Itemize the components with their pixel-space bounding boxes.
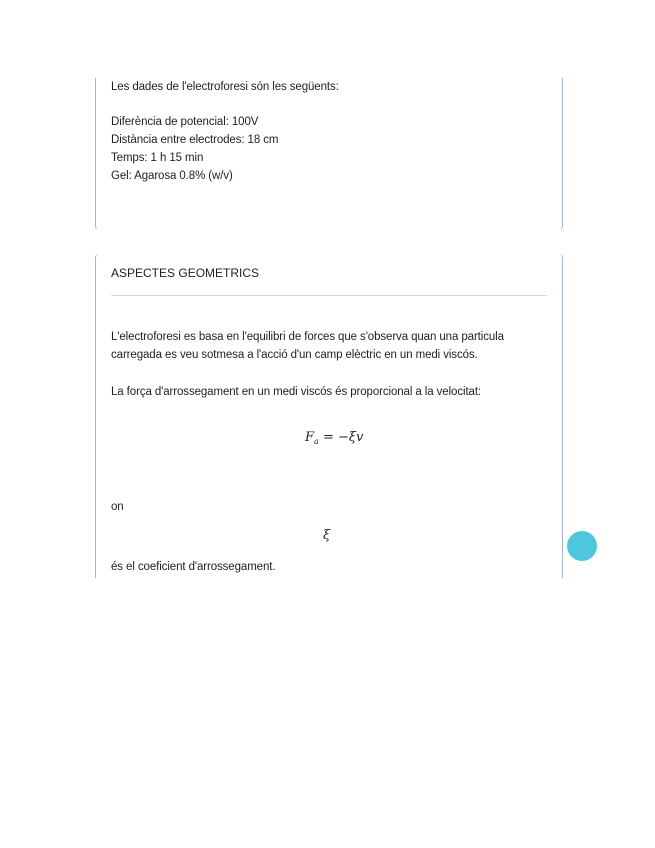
electrophoresis-data-intro: Les dades de l'electroforesi són les següents: bbox=[111, 81, 339, 93]
equation-rhs: = −ξv bbox=[318, 430, 364, 445]
potential-difference-item: Diferència de potencial: 100V bbox=[111, 116, 259, 128]
time-item: Temps: 1 h 15 min bbox=[111, 152, 204, 164]
on-label: on bbox=[111, 501, 124, 513]
electrode-distance-item: Distància entre electrodes: 18 cm bbox=[111, 134, 279, 146]
drag-force-paragraph: La força d'arrossegament en un medi viscós és proporcional a la velocitat: bbox=[111, 386, 482, 398]
equation-lhs-subscript: a bbox=[314, 437, 319, 446]
side-tab-button[interactable] bbox=[567, 531, 597, 561]
section-heading: ASPECTES GEOMETRICS bbox=[111, 266, 260, 280]
drag-force-equation bbox=[305, 430, 363, 446]
force-equilibrium-paragraph: L'electroforesi es basa en l'equilibri de forces que s'observa quan una particula carregada es veu sotmesa a l'acció d'un camp elèctric en un medi viscós. bbox=[111, 331, 504, 361]
xi-symbol: ξ bbox=[323, 528, 331, 543]
heading-divider bbox=[111, 295, 547, 296]
equation-lhs: F bbox=[305, 430, 315, 445]
gel-item: Gel: Agarosa 0.8% (w/v) bbox=[111, 170, 233, 182]
drag-coefficient-definition: és el coeficient d'arrossegament. bbox=[111, 561, 276, 573]
